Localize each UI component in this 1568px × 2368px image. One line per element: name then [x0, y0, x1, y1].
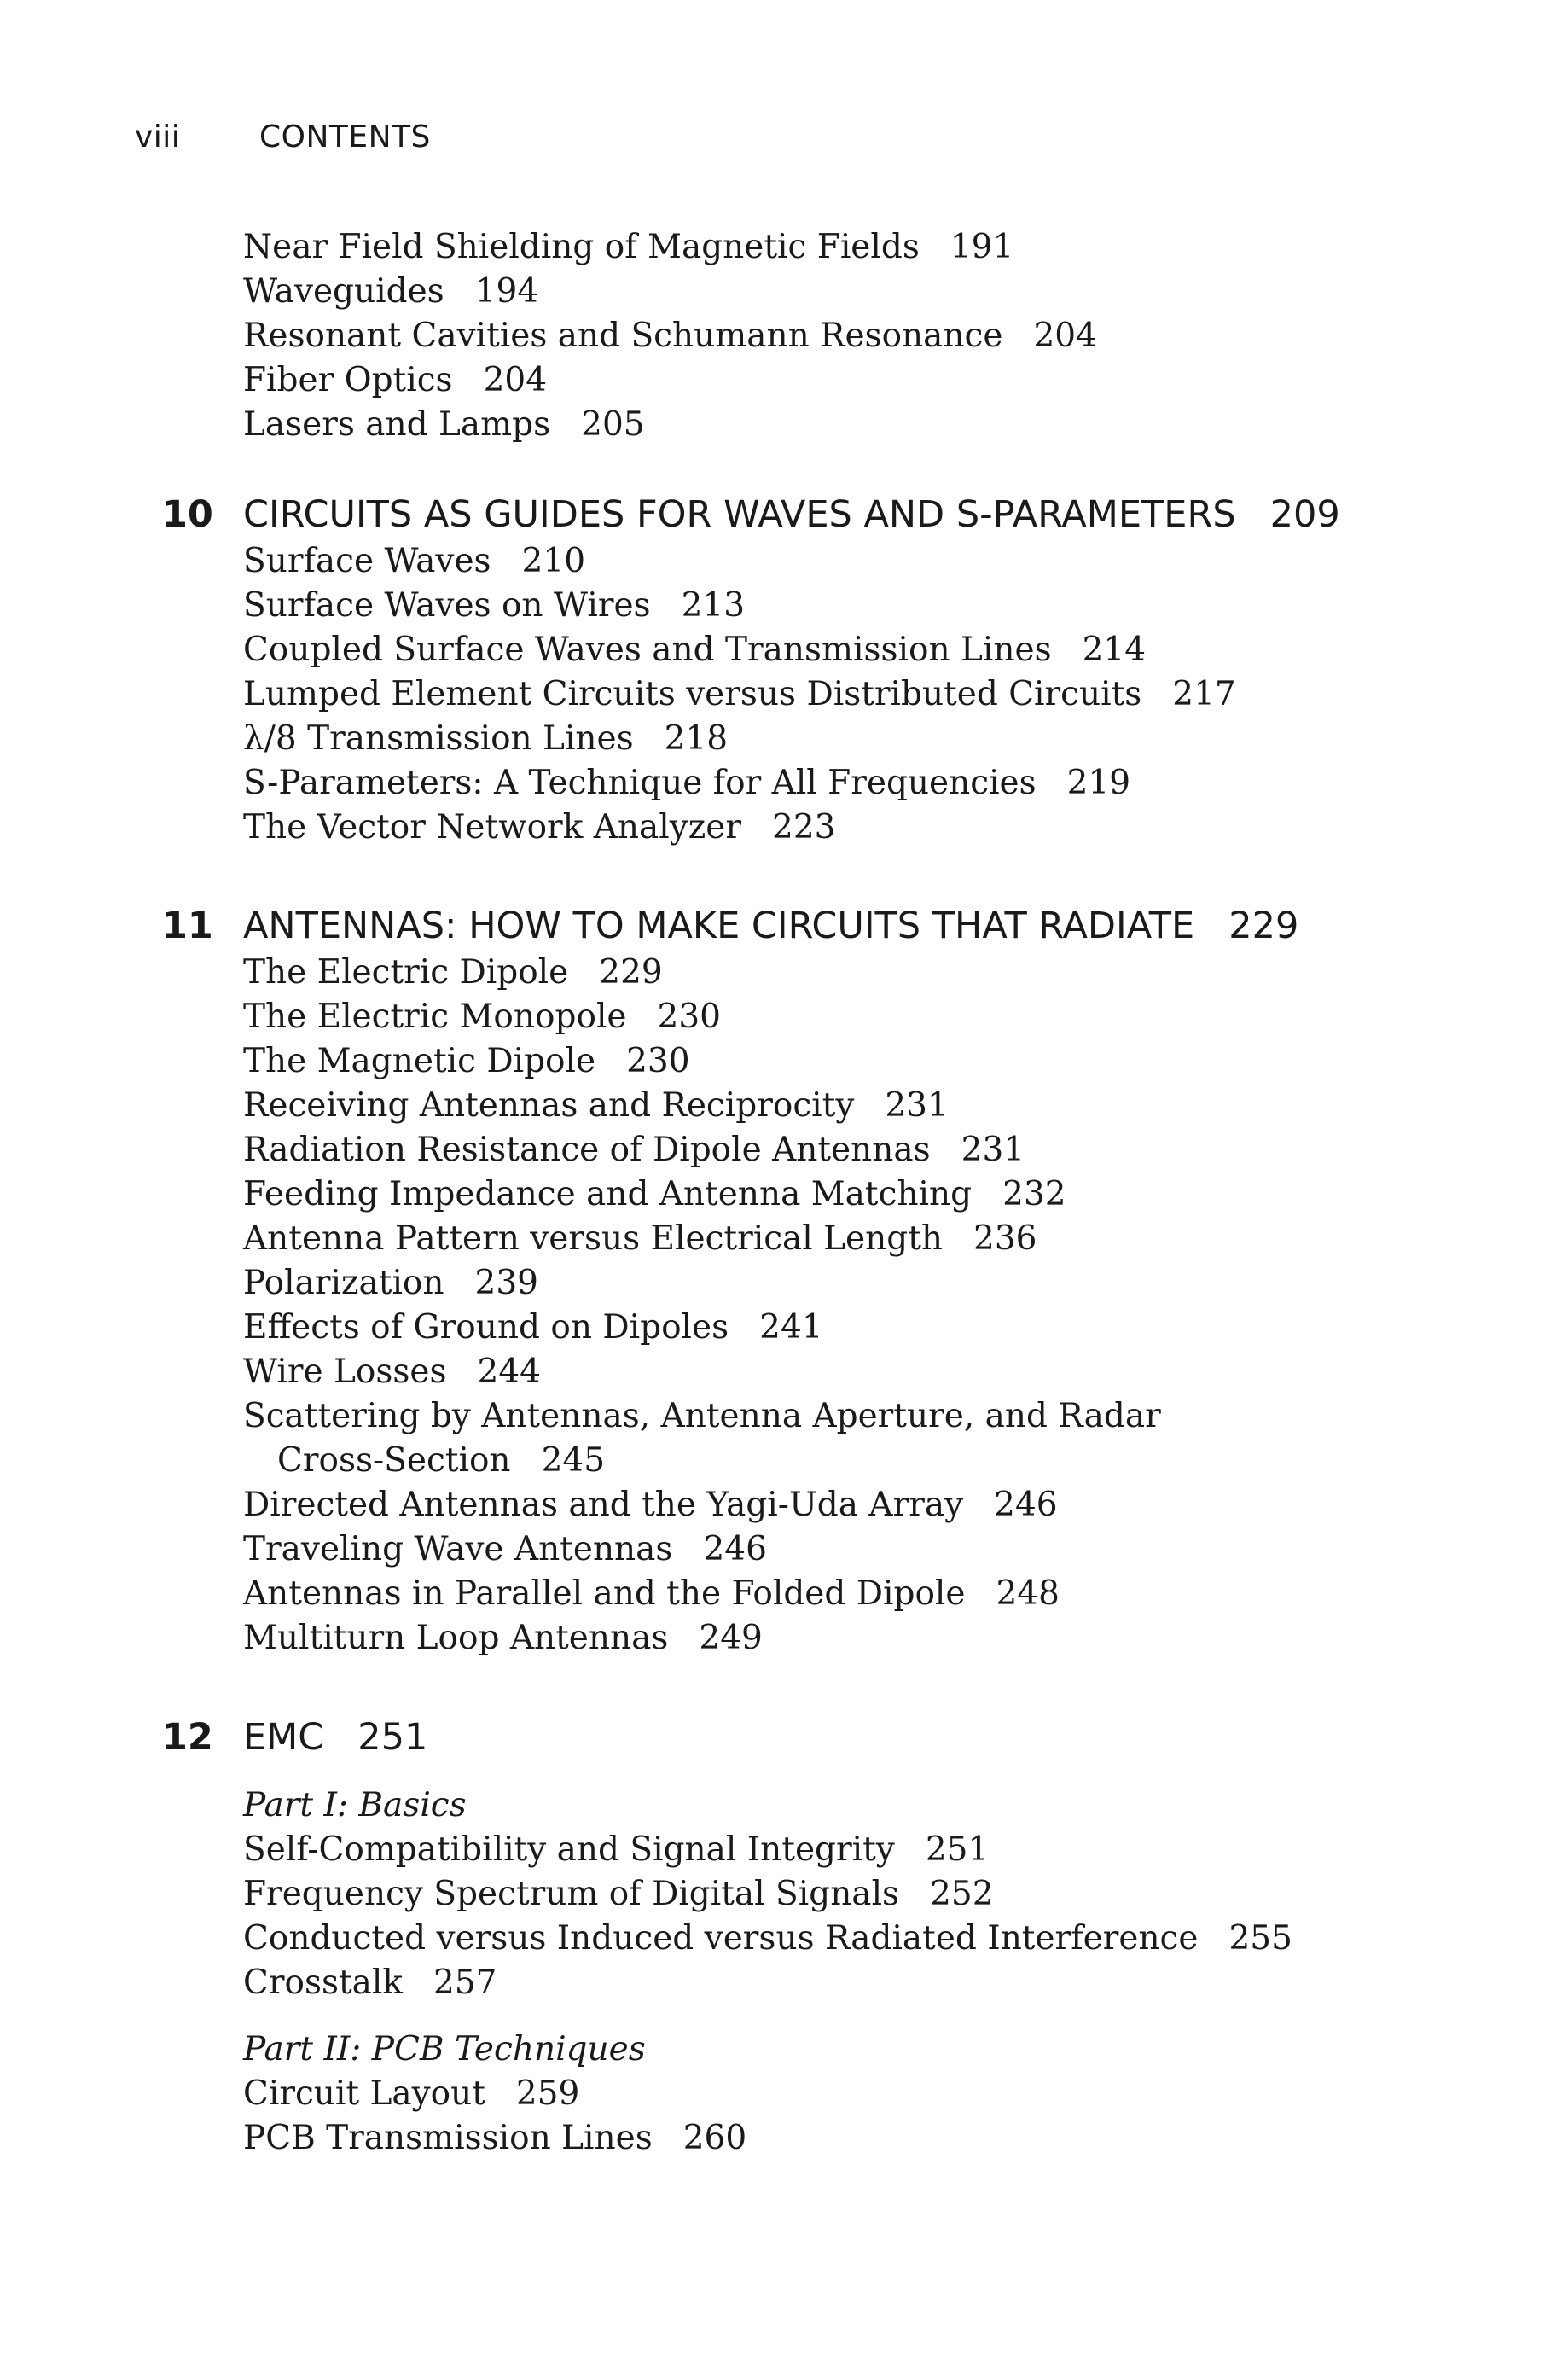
chapter-heading — [162, 1713, 427, 1761]
chapter-page: 229 — [1228, 905, 1299, 947]
toc-entry: S-Parameters: A Technique for All Frequencies 219 — [243, 764, 1131, 802]
chapter-page: 251 — [357, 1716, 428, 1759]
chapter-title: ANTENNAS: HOW TO MAKE CIRCUITS THAT RADIATE — [243, 905, 1195, 947]
chapter-page: 209 — [1269, 493, 1340, 536]
toc-entry: Multiturn Loop Antennas 249 — [243, 1619, 763, 1657]
toc-entry: Traveling Wave Antennas 246 — [243, 1530, 767, 1568]
toc-entry: Feeding Impedance and Antenna Matching 232 — [243, 1175, 1066, 1213]
toc-entry: The Electric Monopole 230 — [243, 998, 721, 1036]
running-title: CONTENTS — [259, 119, 431, 154]
toc-entry: The Vector Network Analyzer 223 — [243, 808, 836, 847]
chapter-title: EMC — [243, 1716, 324, 1759]
toc-entry: Crosstalk 257 — [243, 1964, 497, 2002]
chapter-title: CIRCUITS AS GUIDES FOR WAVES AND S-PARAMETERS — [243, 493, 1236, 536]
toc-entry: Polarization 239 — [243, 1264, 538, 1302]
toc-entry: Effects of Ground on Dipoles 241 — [243, 1308, 823, 1347]
toc-entry: Near Field Shielding of Magnetic Fields 191 — [243, 228, 1014, 266]
toc-entry: Waveguides 194 — [243, 272, 539, 311]
part-label: Part II: PCB Techniques — [243, 2030, 646, 2068]
page-number: viii — [135, 119, 181, 154]
toc-entry: Fiber Optics 204 — [243, 361, 548, 399]
toc-entry: Coupled Surface Waves and Transmission Lines 214 — [243, 631, 1147, 669]
toc-entry: The Electric Dipole 229 — [243, 953, 663, 992]
chapter-heading — [162, 902, 1298, 950]
toc-entry: Antenna Pattern versus Electrical Length 236 — [243, 1219, 1037, 1258]
toc-entry: Lasers and Lamps 205 — [243, 405, 645, 444]
toc-entry-continuation: Cross-Section 245 — [277, 1441, 606, 1480]
toc-entry: Scattering by Antennas, Antenna Aperture, and Radar — [243, 1397, 1161, 1435]
toc-entry: PCB Transmission Lines 260 — [243, 2119, 747, 2157]
running-head — [135, 119, 431, 154]
chapter-number: 11 — [162, 905, 213, 947]
toc-entry: The Magnetic Dipole 230 — [243, 1042, 690, 1080]
toc-entry: Antennas in Parallel and the Folded Dipole 248 — [243, 1574, 1060, 1613]
toc-entry: Wire Losses 244 — [243, 1353, 541, 1391]
chapter-number: 12 — [162, 1716, 213, 1759]
chapter-number: 10 — [162, 493, 213, 536]
toc-entry: Directed Antennas and the Yagi-Uda Array 246 — [243, 1486, 1058, 1524]
part-label: Part I: Basics — [243, 1786, 467, 1824]
toc-entry: Receiving Antennas and Reciprocity 231 — [243, 1086, 949, 1125]
toc-entry: Radiation Resistance of Dipole Antennas 231 — [243, 1131, 1025, 1169]
toc-entry: Conducted versus Induced versus Radiated Interference 255 — [243, 1919, 1292, 1958]
toc-entry: Surface Waves 210 — [243, 542, 586, 580]
toc-entry: Self-Compatibility and Signal Integrity 251 — [243, 1830, 990, 1869]
toc-entry: λ/8 Transmission Lines 218 — [243, 719, 729, 758]
toc-entry: Circuit Layout 259 — [243, 2074, 580, 2113]
toc-entry: Lumped Element Circuits versus Distributed Circuits 217 — [243, 675, 1236, 713]
toc-entry: Frequency Spectrum of Digital Signals 252 — [243, 1875, 994, 1913]
chapter-heading — [162, 491, 1340, 538]
toc-entry: Surface Waves on Wires 213 — [243, 586, 746, 625]
toc-entry: Resonant Cavities and Schumann Resonance 204 — [243, 317, 1097, 355]
